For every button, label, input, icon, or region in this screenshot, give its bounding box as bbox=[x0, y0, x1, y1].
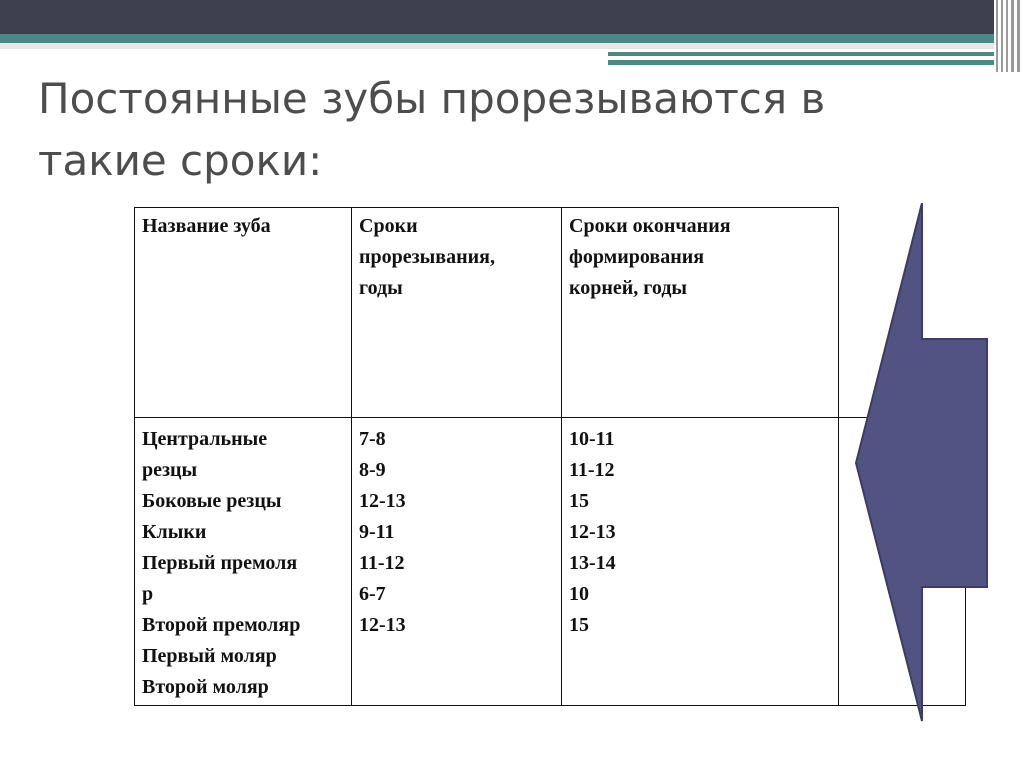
header-text: прорезывания, bbox=[359, 246, 495, 268]
eruption-value: 11-12 bbox=[359, 552, 405, 574]
root-value: 15 bbox=[569, 490, 589, 512]
eruption-value: 7-8 bbox=[359, 428, 386, 450]
root-value: 12-13 bbox=[569, 521, 616, 543]
accent-line-upper bbox=[608, 52, 1024, 56]
tooth-name: Боковые резцы bbox=[142, 490, 282, 512]
title-line-1: Постоянные зубы прорезываются в bbox=[38, 74, 826, 123]
tooth-name: Центральные bbox=[142, 428, 268, 450]
tooth-name: Второй премоляр bbox=[142, 614, 301, 636]
root-value: 11-12 bbox=[569, 459, 615, 481]
header-text: формирования bbox=[569, 246, 705, 268]
header-text: Название зуба bbox=[142, 215, 271, 237]
tooth-name: Первый моляр bbox=[142, 645, 277, 667]
tooth-name: Клыки bbox=[142, 521, 207, 543]
top-dark-band bbox=[0, 0, 1024, 34]
eruption-value: 12-13 bbox=[359, 490, 406, 512]
eruption-value: 6-7 bbox=[359, 583, 386, 605]
header-eruption-time bbox=[352, 208, 562, 418]
table-row bbox=[135, 418, 966, 706]
header-text: корней, годы bbox=[569, 277, 688, 299]
root-value: 13-14 bbox=[569, 552, 616, 574]
slide-title bbox=[38, 68, 938, 192]
tooth-names-cell bbox=[135, 418, 352, 706]
accent-line-lower bbox=[608, 60, 1024, 65]
header-text: Сроки bbox=[359, 215, 418, 237]
teeth-eruption-table bbox=[134, 207, 966, 706]
title-line-2: такие сроки: bbox=[38, 136, 323, 185]
tooth-name: резцы bbox=[142, 459, 198, 481]
root-value: 10-11 bbox=[569, 428, 615, 450]
tooth-name: Первый премоля bbox=[142, 552, 298, 574]
table-header-row bbox=[135, 208, 966, 418]
eruption-value: 12-13 bbox=[359, 614, 406, 636]
header-root-formation bbox=[562, 208, 839, 418]
tooth-name: р bbox=[142, 583, 154, 605]
header-text: Сроки окончания bbox=[569, 215, 731, 237]
eruption-values-cell bbox=[352, 418, 562, 706]
header-tooth-name bbox=[135, 208, 352, 418]
header-text: годы bbox=[359, 277, 403, 299]
root-value: 15 bbox=[569, 614, 589, 636]
left-arrow-icon bbox=[850, 203, 992, 725]
top-teal-band bbox=[0, 34, 1024, 43]
tooth-name: Второй моляр bbox=[142, 676, 269, 698]
eruption-value: 9-11 bbox=[359, 521, 395, 543]
top-gray-band bbox=[0, 43, 1024, 49]
corner-stripes-decoration bbox=[994, 0, 1024, 72]
root-value: 10 bbox=[569, 583, 589, 605]
root-values-cell bbox=[562, 418, 839, 706]
eruption-value: 8-9 bbox=[359, 459, 386, 481]
